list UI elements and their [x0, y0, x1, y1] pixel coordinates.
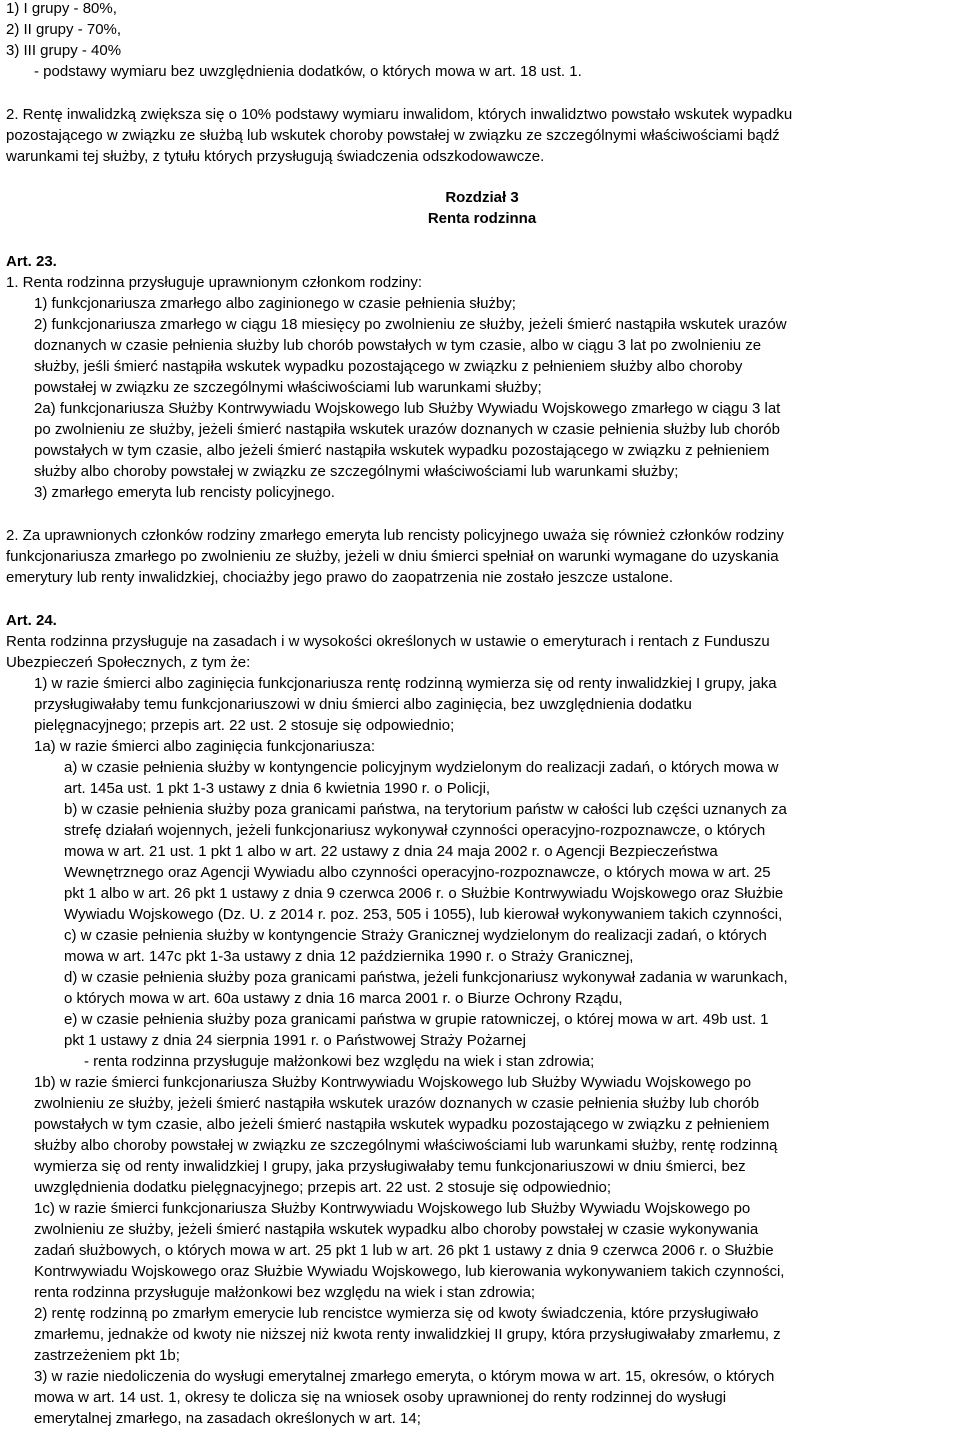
article-line: zwolnieniu ze służby, jeżeli śmierć nastąpiła wskutek wypadku albo choroby powstałej w czasie wykonywania: [34, 1221, 759, 1238]
article-line: zmarłemu, jednakże od kwoty nie niższej niż kwota renty inwalidzkiej II grupy, która przysługiwałaby zmarłemu, z: [34, 1326, 781, 1343]
article-line: zwolnieniu ze służby, jeżeli śmierć nastąpiła wskutek urazów doznanych w czasie pełnienia służby lub chorób: [34, 1095, 760, 1112]
article-line: - renta rodzinna przysługuje małżonkowi bez względu na wiek i stan zdrowia;: [84, 1053, 595, 1070]
article-line: zadań służbowych, o których mowa w art. 25 pkt 1 lub w art. 26 pkt 1 ustawy z dnia 9 czerwca 2006 r. o Służbie: [34, 1242, 774, 1259]
article-line: uwzględnienia dodatku pielęgnacyjnego; przepis art. 22 ust. 2 stosuje się odpowiednio;: [34, 1179, 612, 1196]
article-line: pkt 1 albo w art. 26 pkt 1 ustawy z dnia 9 czerwca 2006 r. o Służbie Kontrwywiadu Wojskowego oraz Służbie: [64, 885, 784, 902]
article-line: funkcjonariusza zmarłego po zwolnieniu ze służby, jeżeli w dniu śmierci spełniał on warunki wymagane do uzyskania: [6, 548, 779, 565]
article-line: emerytalnej zmarłego, na zasadach określonych w art. 14;: [34, 1410, 421, 1427]
article-line: 3) w razie niedoliczenia do wysługi emerytalnej zmarłego emeryta, o którym mowa w art. 15, okresów, o których: [34, 1368, 775, 1385]
article-line: 1. Renta rodzinna przysługuje uprawnionym członkom rodziny:: [6, 274, 423, 291]
article-line: 1c) w razie śmierci funkcjonariusza Służby Kontrwywiadu Wojskowego lub Służby Wywiadu Wojskowego po: [34, 1200, 751, 1217]
article-line: służby, jeśli śmierć nastąpiła wskutek wypadku pozostającego w związku z pełnieniem służby albo choroby: [34, 358, 743, 375]
article-line: powstałej w związku ze szczególnymi właściwościami lub warunkami służby;: [34, 379, 542, 396]
article-line: powstałych w tym czasie, albo jeżeli śmierć nastąpiła wskutek wypadku pozostającego w związku z pełnieniem: [34, 442, 770, 459]
article-line: Wewnętrznego oraz Agencji Wywiadu albo czynności operacyjno-rozpoznawcze, o których mowa w art. 25: [64, 864, 771, 881]
article-line: renta rodzinna przysługuje małżonkowi bez względu na wiek i stan zdrowia;: [34, 1284, 536, 1301]
article-line: służby albo choroby powstałej w związku ze szczególnymi właściwościami lub warunkami służby;: [34, 463, 679, 480]
article-line: powstałych w tym czasie, albo jeżeli śmierć nastąpiła wskutek wypadku pozostającego w związku z pełnieniem: [34, 1116, 770, 1133]
article-heading: Art. 23.: [6, 253, 57, 270]
paragraph-line: warunkami tej służby, z tytułu których przysługują świadczenia odszkodowawcze.: [6, 148, 545, 165]
article-line: pielęgnacyjnego; przepis art. 22 ust. 2 stosuje się odpowiednio;: [34, 717, 455, 734]
article-line: c) w czasie pełnienia służby w kontyngencie Straży Granicznej wydzielonym do realizacji zadań, o których: [64, 927, 767, 944]
article-line: mowa w art. 14 ust. 1, okresy te dolicza się na wniosek osoby uprawnionej do renty rodzinnej do wysługi: [34, 1389, 727, 1406]
article-line: mowa w art. 21 ust. 1 pkt 1 albo w art. 22 ustawy z dnia 24 maja 2002 r. o Agencji Bezpieczeństwa: [64, 843, 718, 860]
article-line: 1) funkcjonariusza zmarłego albo zaginionego w czasie pełnienia służby;: [34, 295, 516, 312]
article-line: 2) rentę rodzinną po zmarłym emerycie lub rencistce wymierza się od kwoty świadczenia, które przysługiwało: [34, 1305, 759, 1322]
article-line: 2) funkcjonariusza zmarłego w ciągu 18 miesięcy po zwolnieniu ze służby, jeżeli śmierć nastąpiła wskutek urazów: [34, 316, 787, 333]
article-line: po zwolnieniu ze służby, jeżeli śmierć nastąpiła wskutek urazów doznanych w czasie pełnienia służby lub chorób: [34, 421, 780, 438]
list-item: 2) II grupy - 70%,: [6, 21, 122, 38]
article-line: Renta rodzinna przysługuje na zasadach i w wysokości określonych w ustawie o emeryturach i rentach z Funduszu: [6, 633, 770, 650]
article-line: e) w czasie pełnienia służby poza granicami państwa w grupie ratowniczej, o której mowa w art. 49b ust. 1: [64, 1011, 769, 1028]
article-line: zastrzeżeniem pkt 1b;: [34, 1347, 180, 1364]
article-line: o których mowa w art. 60a ustawy z dnia 16 marca 2001 r. o Biurze Ochrony Rządu,: [64, 990, 623, 1007]
article-line: 2. Za uprawnionych członków rodziny zmarłego emeryta lub rencisty policyjnego uważa się również członków rodziny: [6, 527, 784, 544]
article-line: 1a) w razie śmierci albo zaginięcia funkcjonariusza:: [34, 738, 375, 755]
article-line: służby albo choroby powstałej w związku ze szczególnymi właściwościami lub warunkami służby, rentę rodzinną: [34, 1137, 778, 1154]
article-line: mowa w art. 147c pkt 1-3a ustawy z dnia 12 października 1990 r. o Straży Granicznej,: [64, 948, 634, 965]
article-line: a) w czasie pełnienia służby w kontyngencie policyjnym wydzielonym do realizacji zadań, o których mowa w: [64, 759, 779, 776]
article-line: strefę działań wojennych, jeżeli funkcjonariusz wykonywał czynności operacyjno-rozpoznawcze, o których: [64, 822, 766, 839]
list-item: 1) I grupy - 80%,: [6, 0, 117, 17]
article-line: Ubezpieczeń Społecznych, z tym że:: [6, 654, 251, 671]
article-line: 1b) w razie śmierci funkcjonariusza Służby Kontrwywiadu Wojskowego lub Służby Wywiadu Wojskowego po: [34, 1074, 752, 1091]
paragraph-line: pozostającego w związku ze służbą lub wskutek choroby powstałej w związku ze szczególnymi właściwościami bądź: [6, 127, 780, 144]
article-heading: Art. 24.: [6, 612, 57, 629]
list-note: - podstawy wymiaru bez uwzględnienia dodatków, o których mowa w art. 18 ust. 1.: [34, 63, 582, 80]
article-line: art. 145a ust. 1 pkt 1-3 ustawy z dnia 6 kwietnia 1990 r. o Policji,: [64, 780, 491, 797]
article-line: pkt 1 ustawy z dnia 24 sierpnia 1991 r. o Państwowej Straży Pożarnej: [64, 1032, 526, 1049]
article-line: przysługiwałaby temu funkcjonariuszowi w dniu śmierci albo zaginięcia, bez uwzględnienia dodatku: [34, 696, 692, 713]
article-line: Wywiadu Wojskowego (Dz. U. z 2014 r. poz. 253, 505 i 1055), lub kierował wykonywaniem takich czynności,: [64, 906, 783, 923]
article-line: 1) w razie śmierci albo zaginięcia funkcjonariusza rentę rodzinną wymierza się od renty inwalidzkiej I grupy, jaka: [34, 675, 777, 692]
chapter-number: Rozdział 3: [445, 189, 519, 206]
list-item: 3) III grupy - 40%: [6, 42, 122, 59]
article-line: doznanych w czasie pełnienia służby lub chorób powstałych w tym czasie, albo w ciągu 3 lat po zwolnieniu ze: [34, 337, 762, 354]
paragraph-line: 2. Rentę inwalidzką zwiększa się o 10% podstawy wymiaru inwalidom, których inwalidztwo powstało wskutek wypadku: [6, 106, 793, 123]
article-line: emerytury lub renty inwalidzkiej, chociażby jego prawo do zaopatrzenia nie zostało jeszcze ustalone.: [6, 569, 674, 586]
article-line: wymierza się od renty inwalidzkiej I grupy, jaka przysługiwałaby temu funkcjonariuszowi w dniu śmierci, bez: [34, 1158, 746, 1175]
article-line: d) w czasie pełnienia służby poza granicami państwa, jeżeli funkcjonariusz wykonywał zadania w warunkach,: [64, 969, 788, 986]
chapter-title: Renta rodzinna: [427, 210, 537, 227]
article-line: Kontrwywiadu Wojskowego oraz Służbie Wywiadu Wojskowego, lub kierowania wykonywaniem takich czynności,: [34, 1263, 785, 1280]
article-line: b) w czasie pełnienia służby poza granicami państwa, na terytorium państw w całości lub części uznanych za: [64, 801, 787, 818]
article-line: 3) zmarłego emeryta lub rencisty policyjnego.: [34, 484, 335, 501]
article-line: 2a) funkcjonariusza Służby Kontrwywiadu Wojskowego lub Służby Wywiadu Wojskowego zmarłego w ciągu 3 lat: [34, 400, 781, 417]
